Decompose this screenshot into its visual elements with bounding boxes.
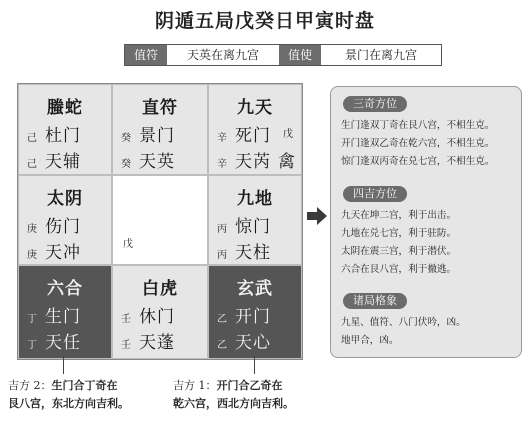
list-item: 生门逢双丁奇在艮八宫，不相生克。 xyxy=(341,120,495,131)
side-star-label: 禽 xyxy=(278,152,295,172)
palace-ne xyxy=(208,84,302,175)
door-label: 伤门 xyxy=(45,217,81,237)
palace-w xyxy=(18,175,112,265)
list-item: 九地在兑七宫，利于驻防。 xyxy=(341,228,457,239)
palace-n xyxy=(112,84,208,175)
note-text: 开门合乙奇在 xyxy=(216,379,283,392)
stem-label: 壬 xyxy=(121,314,131,325)
star-label: 天英 xyxy=(139,152,175,172)
note-label: 吉方 1： xyxy=(173,379,217,392)
list-item: 太阴在震三宫，利于潜伏。 xyxy=(341,246,457,257)
info-panel xyxy=(330,86,522,358)
list-item: 地甲合，凶。 xyxy=(341,335,399,346)
palace-sw xyxy=(18,265,112,359)
star-label: 天冲 xyxy=(45,243,81,263)
stem-label: 癸 xyxy=(121,133,131,144)
duty-bar xyxy=(124,44,442,66)
palace-center xyxy=(112,175,208,265)
note-text: 乾六宫，西北方向吉利。 xyxy=(173,397,294,410)
spirit-label: 直符 xyxy=(142,98,178,118)
zhishi-label: 值使 xyxy=(279,45,321,65)
note-text: 生门合丁奇在 xyxy=(51,379,118,392)
star-label: 天心 xyxy=(235,333,271,353)
spirit-label: 六合 xyxy=(47,279,83,299)
star-label: 天柱 xyxy=(235,243,271,263)
door-label: 开门 xyxy=(235,307,271,327)
list-item: 六合在艮八宫，利于撤逃。 xyxy=(341,264,457,275)
spirit-label: 太阴 xyxy=(47,189,83,209)
spirit-label: 螣蛇 xyxy=(47,98,83,118)
spirit-label: 玄武 xyxy=(237,279,273,299)
section-title-zhuju: 诸局格象 xyxy=(343,293,407,309)
door-label: 景门 xyxy=(139,126,175,146)
note-jifang-2 xyxy=(8,377,129,413)
palace-s xyxy=(112,265,208,359)
door-label: 杜门 xyxy=(45,126,81,146)
stem-label: 丁 xyxy=(27,340,37,351)
spirit-label: 九地 xyxy=(237,189,273,209)
zhifu-label: 值符 xyxy=(125,45,167,65)
star-label: 天芮 xyxy=(235,152,271,172)
zhishi-value: 景门在离九宫 xyxy=(321,45,441,65)
stem-label: 庚 xyxy=(27,250,37,261)
stem-label: 己 xyxy=(27,159,37,170)
note-jifang-1 xyxy=(173,377,294,413)
stem-label: 庚 xyxy=(27,224,37,235)
door-label: 休门 xyxy=(139,307,175,327)
spirit-label: 白虎 xyxy=(142,279,178,299)
door-label: 死门 xyxy=(235,126,271,146)
spirit-label: 九天 xyxy=(237,98,273,118)
stem-label: 壬 xyxy=(121,340,131,351)
list-item: 九天在坤二宫，利于出击。 xyxy=(341,210,457,221)
nine-palace-grid xyxy=(17,83,303,360)
palace-se xyxy=(208,265,302,359)
connector-line xyxy=(254,356,255,374)
arrow-right-icon xyxy=(305,204,329,228)
palace-e xyxy=(208,175,302,265)
note-text: 艮八宫，东北方向吉利。 xyxy=(8,397,129,410)
stem-label: 己 xyxy=(27,133,37,144)
list-item: 惊门逢双丙奇在兑七宫，不相生克。 xyxy=(341,156,495,167)
section-lines-zhuju xyxy=(341,314,466,350)
section-lines-sanqi xyxy=(341,117,495,171)
section-lines-siji xyxy=(341,207,456,279)
side-stem-label: 戊 xyxy=(283,129,293,140)
stem-label: 辛 xyxy=(217,133,227,144)
stem-label: 癸 xyxy=(121,159,131,170)
star-label: 天辅 xyxy=(45,152,81,172)
stem-label: 戊 xyxy=(123,239,133,250)
stem-label: 丙 xyxy=(217,250,227,261)
stem-label: 乙 xyxy=(217,314,227,325)
star-label: 天任 xyxy=(45,333,81,353)
note-label: 吉方 2： xyxy=(8,379,52,392)
palace-nw xyxy=(18,84,112,175)
section-title-siji: 四吉方位 xyxy=(343,186,407,202)
list-item: 开门逢双乙奇在乾六宫，不相生克。 xyxy=(341,138,495,149)
door-label: 惊门 xyxy=(235,217,271,237)
stem-label: 辛 xyxy=(217,159,227,170)
door-label: 生门 xyxy=(45,307,81,327)
stem-label: 丙 xyxy=(217,224,227,235)
connector-line xyxy=(63,356,64,374)
zhifu-value: 天英在离九宫 xyxy=(167,45,279,65)
list-item: 九星、值符、八门伏吟，凶。 xyxy=(341,317,466,328)
stem-label: 乙 xyxy=(217,340,227,351)
star-label: 天蓬 xyxy=(139,333,175,353)
page-title: 阴遁五局戊癸日甲寅时盘 xyxy=(154,10,375,32)
stem-label: 丁 xyxy=(27,314,37,325)
section-title-sanqi: 三奇方位 xyxy=(343,96,407,112)
